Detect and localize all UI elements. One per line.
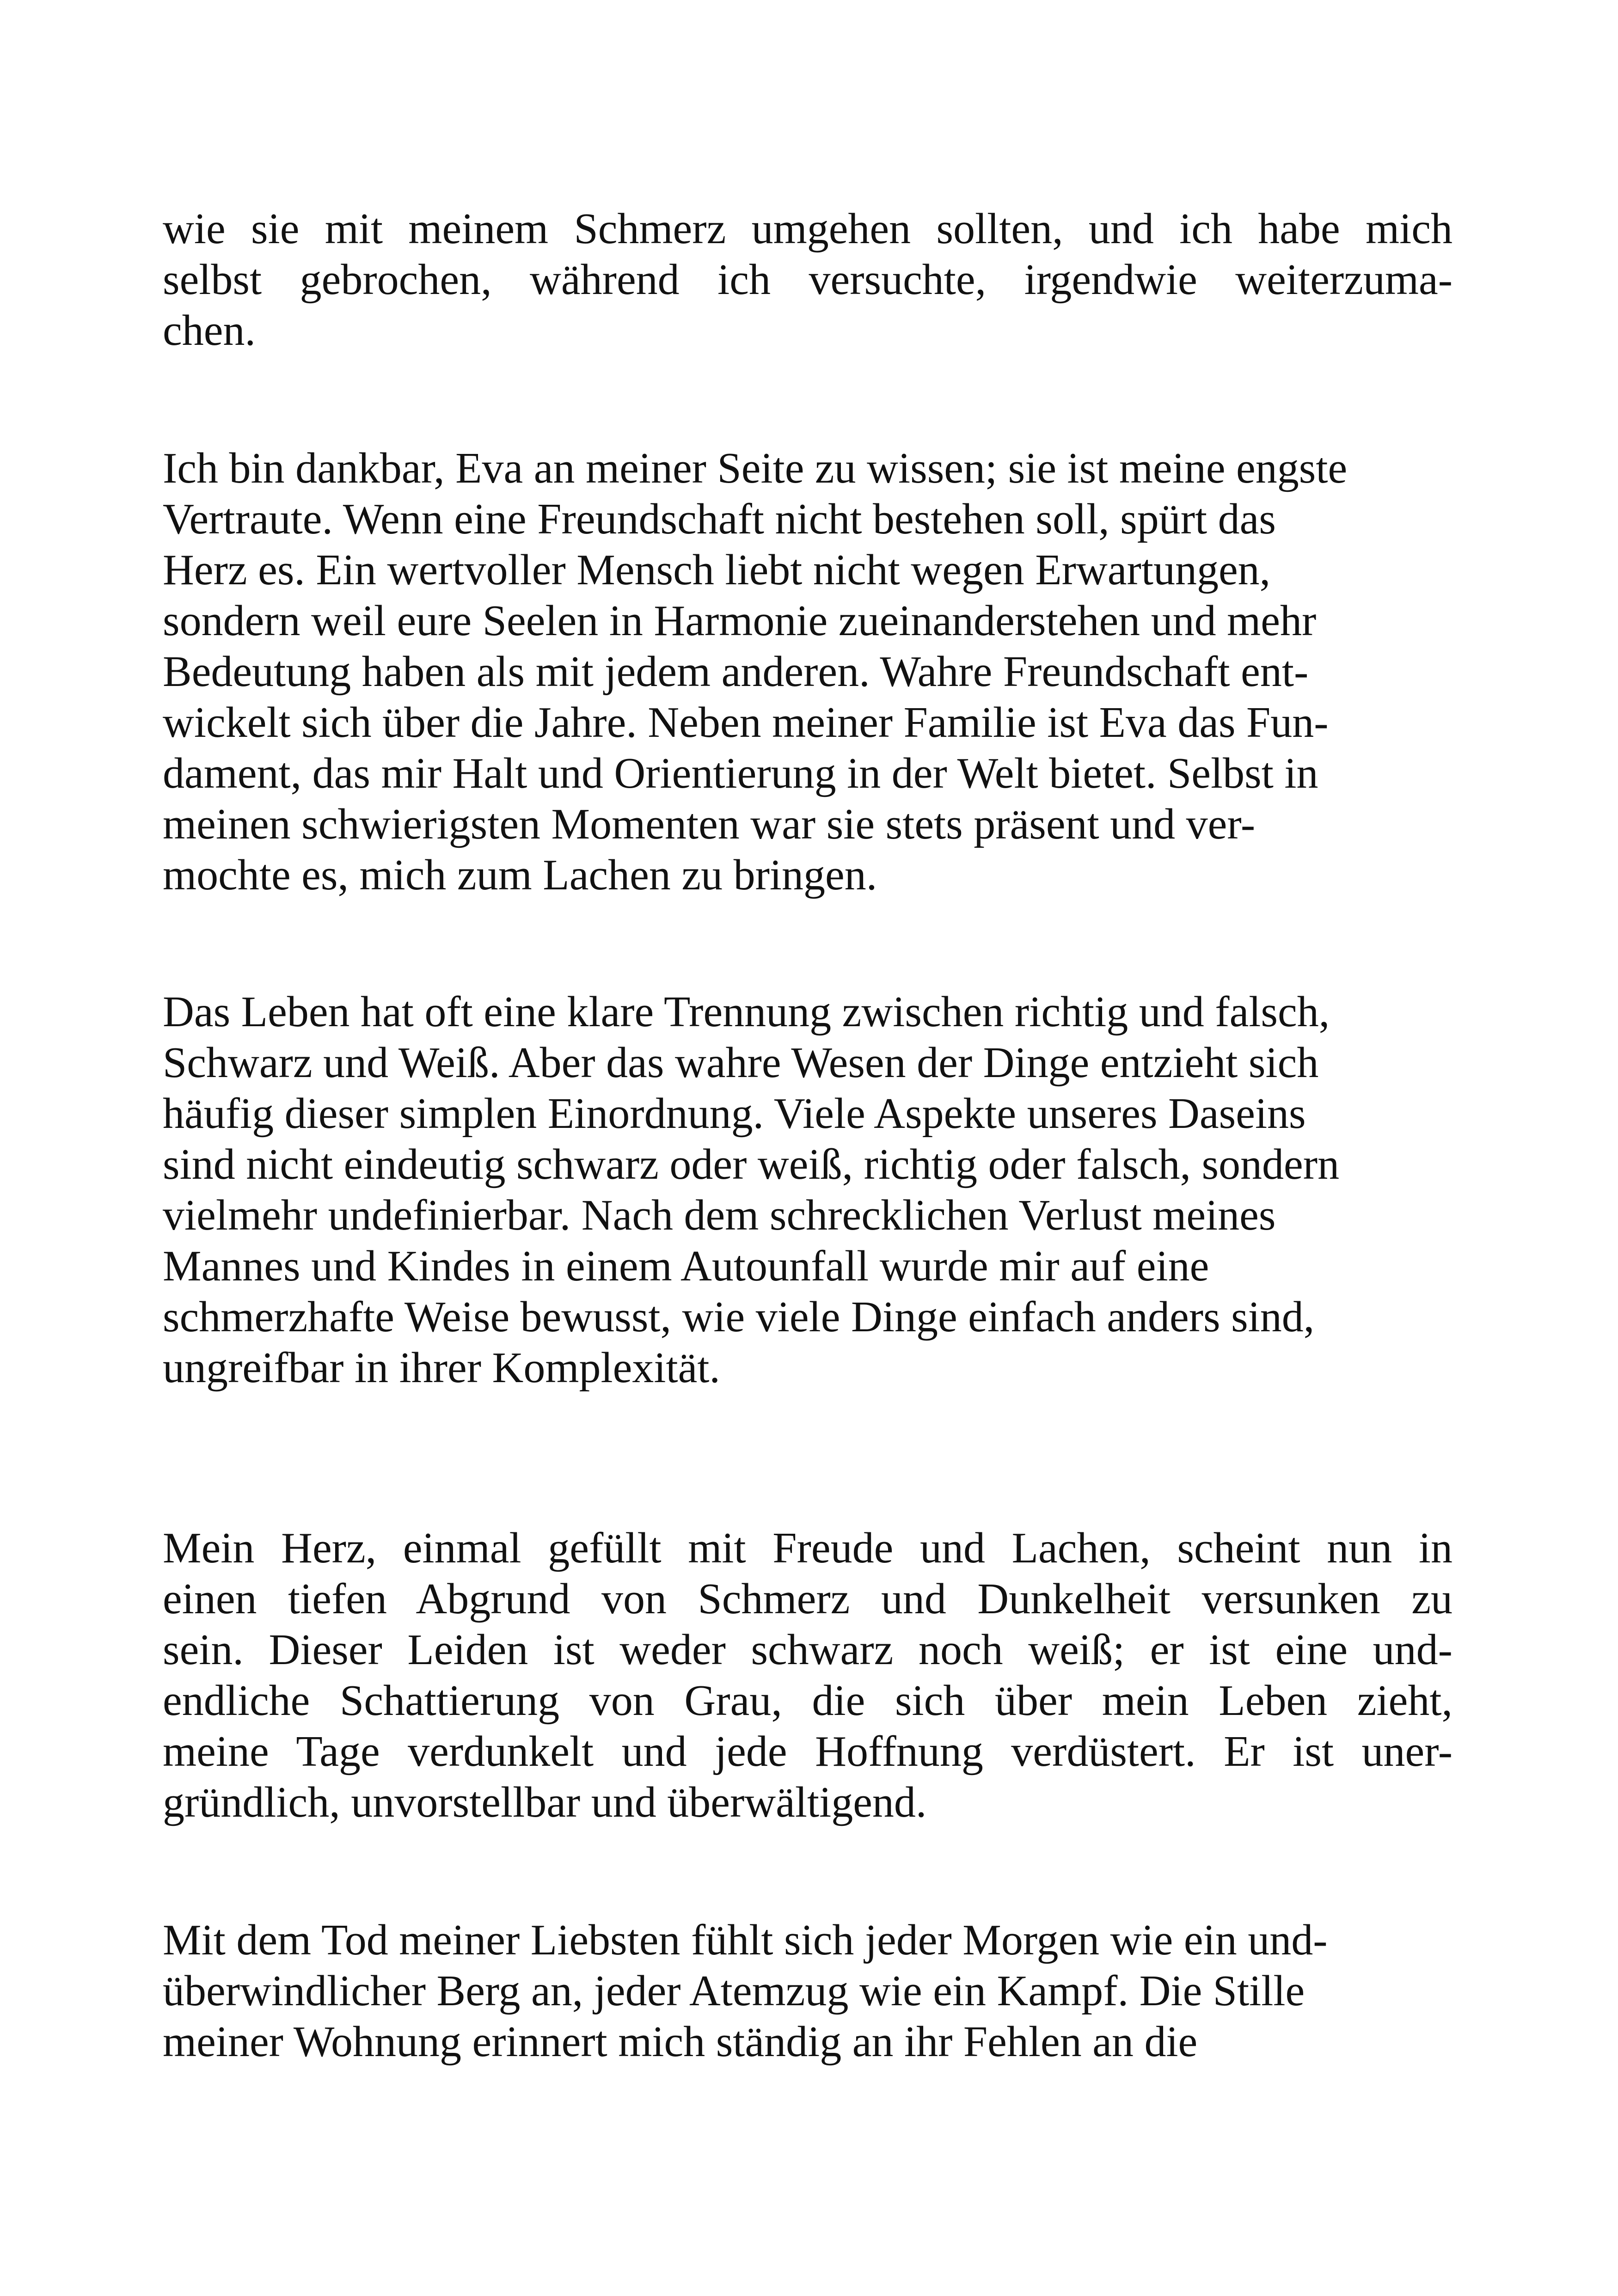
text-line: sind nicht eindeutig schwarz oder weiß, richtig oder falsch, sondern bbox=[163, 1140, 1340, 1188]
text-line: Mein Herz, einmal gefüllt mit Freude und Lachen, scheint nun in bbox=[163, 1524, 1453, 1572]
text-line: Schwarz und Weiß. Aber das wahre Wesen der Dinge entzieht sich bbox=[163, 1039, 1319, 1087]
text-line: vielmehr undefinierbar. Nach dem schrecklichen Verlust meines bbox=[163, 1191, 1276, 1239]
text-line: chen. bbox=[163, 306, 256, 355]
text-line: Vertraute. Wenn eine Freundschaft nicht bestehen soll, spürt das bbox=[163, 495, 1276, 543]
text-line: sein. Dieser Leiden ist weder schwarz noch weiß; er ist eine und- bbox=[163, 1626, 1453, 1674]
text-line: Mit dem Tod meiner Liebsten fühlt sich jeder Morgen wie ein und- bbox=[163, 1916, 1328, 1964]
text-line: Herz es. Ein wertvoller Mensch liebt nicht wegen Erwartungen, bbox=[163, 546, 1271, 594]
text-line: wickelt sich über die Jahre. Neben meiner Familie ist Eva das Fun- bbox=[163, 698, 1329, 747]
text-line: überwindlicher Berg an, jeder Atemzug wie ein Kampf. Die Stille bbox=[163, 1967, 1305, 2015]
text-line: mochte es, mich zum Lachen zu bringen. bbox=[163, 851, 877, 899]
text-line: wie sie mit meinem Schmerz umgehen sollten, und ich habe mich bbox=[163, 205, 1453, 253]
text-line: meiner Wohnung erinnert mich ständig an ihr Fehlen an die bbox=[163, 2018, 1198, 2066]
text-line: sondern weil eure Seelen in Harmonie zueinanderstehen und mehr bbox=[163, 597, 1317, 645]
text-line: Das Leben hat oft eine klare Trennung zwischen richtig und falsch, bbox=[163, 988, 1330, 1036]
text-line: endliche Schattierung von Grau, die sich über mein Leben zieht, bbox=[163, 1677, 1453, 1725]
text-line: Mannes und Kindes in einem Autounfall wurde mir auf eine bbox=[163, 1242, 1209, 1290]
text-line: Bedeutung haben als mit jedem anderen. Wahre Freundschaft ent- bbox=[163, 648, 1309, 696]
text-line: meinen schwierigsten Momenten war sie stets präsent und ver- bbox=[163, 800, 1256, 848]
text-line: meine Tage verdunkelt und jede Hoffnung verdüstert. Er ist uner- bbox=[163, 1727, 1453, 1776]
text-line: schmerzhafte Weise bewusst, wie viele Dinge einfach anders sind, bbox=[163, 1293, 1315, 1341]
text-line: selbst gebrochen, während ich versuchte, irgendwie weiterzuma- bbox=[163, 256, 1453, 304]
text-line: dament, das mir Halt und Orientierung in der Welt bietet. Selbst in bbox=[163, 749, 1318, 797]
text-line: einen tiefen Abgrund von Schmerz und Dunkelheit versunken zu bbox=[163, 1575, 1453, 1623]
text-line: Ich bin dankbar, Eva an meiner Seite zu wissen; sie ist meine engste bbox=[163, 444, 1348, 492]
text-line: ungreifbar in ihrer Komplexität. bbox=[163, 1344, 720, 1392]
text-line: häufig dieser simplen Einordnung. Viele Aspekte unseres Daseins bbox=[163, 1090, 1306, 1138]
text-line: gründlich, unvorstellbar und überwältigend. bbox=[163, 1778, 927, 1826]
